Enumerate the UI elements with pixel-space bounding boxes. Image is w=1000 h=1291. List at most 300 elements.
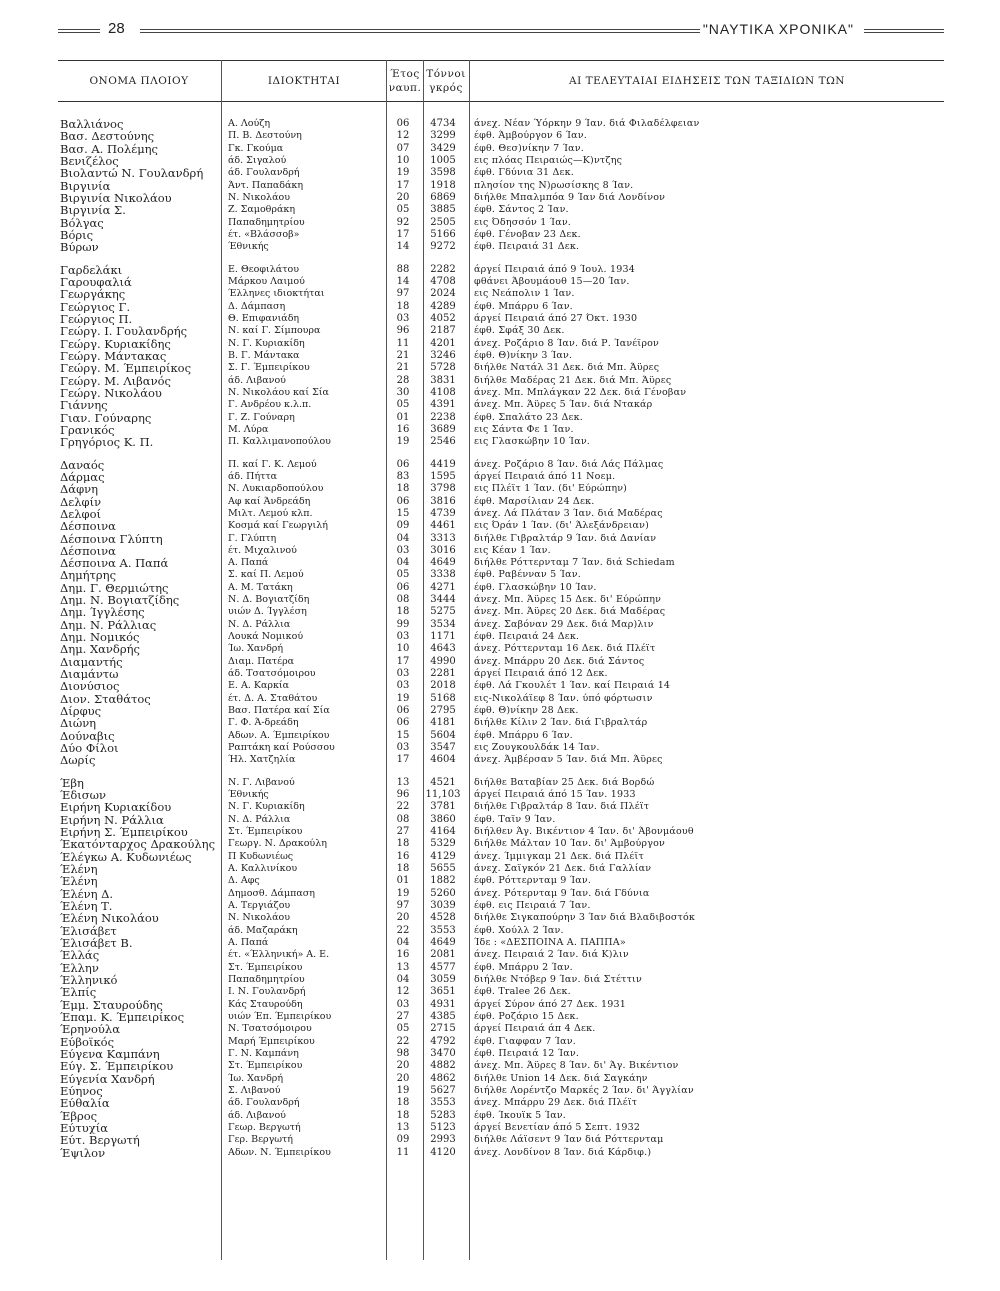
table-row xyxy=(58,424,944,436)
table-row xyxy=(58,742,944,754)
cell-tons: 3547 xyxy=(430,742,456,754)
cell-year: 19 xyxy=(396,692,410,704)
cell-tons: 5627 xyxy=(430,1084,456,1096)
table-row xyxy=(58,1036,944,1048)
cell-year: 04 xyxy=(396,937,410,948)
table-row xyxy=(58,569,944,581)
cell-ship: Βασ. Α. Πολέμης xyxy=(60,142,158,155)
cell-tons: 4289 xyxy=(430,300,456,312)
cell-year: 19 xyxy=(396,436,410,448)
cell-owner: άδ. Μαζαράκη xyxy=(228,924,298,936)
cell-ship: Έδισων xyxy=(60,789,106,802)
cell-year: 08 xyxy=(396,813,410,825)
table-row xyxy=(58,362,944,374)
cell-ship: Έλισάβετ Β. xyxy=(60,937,133,950)
cell-ship: Έλένη Νικολάου xyxy=(60,912,159,925)
cell-tons: 1005 xyxy=(430,154,456,166)
cell-ship: Έλλην xyxy=(60,961,99,974)
cell-year: 21 xyxy=(396,349,410,361)
table-row xyxy=(58,631,944,643)
cell-ship: Έψιλον xyxy=(60,1146,106,1159)
table-row xyxy=(58,167,944,179)
cell-news: έφθ. Γλασκώβην 10 Ίαν. xyxy=(474,581,597,593)
publication-title: "ΝΑΥΤΙΚΑ ΧΡΟΝΙΚΑ" xyxy=(702,21,854,37)
page-number: 28 xyxy=(108,20,125,37)
cell-owner: Αδων. Ν. Έμπειρίκου xyxy=(228,1146,331,1158)
table-row xyxy=(58,192,944,204)
cell-year: 19 xyxy=(396,167,410,179)
cell-news: έφθ. Μπάρρυ 6 Ίαν. xyxy=(474,300,573,312)
table-row xyxy=(58,680,944,692)
table-row xyxy=(58,999,944,1011)
cell-ship: Γεωργάκης xyxy=(60,288,126,301)
cell-owner: Διαμ. Πατέρα xyxy=(228,655,295,667)
table-row xyxy=(58,643,944,655)
ship-letter-group xyxy=(58,777,944,1159)
cell-news: διήλθε Union 14 Δεκ. διά Σαγκάην xyxy=(474,1072,648,1084)
cell-ship: Έβη xyxy=(60,776,84,790)
cell-owner: Ίω. Χανδρή xyxy=(228,1072,284,1084)
cell-ship: Δέσποινα Α. Παπά xyxy=(60,557,169,570)
table-row xyxy=(58,949,944,961)
cell-owner: Δ. Δάμπαση xyxy=(228,300,286,312)
cell-ship: Εύγ. Σ. Έμπειρίκου xyxy=(60,1060,174,1073)
cell-owner: έτ. «Έλληνική» Α. Ε. xyxy=(228,949,330,961)
cell-ship: Δάφνη xyxy=(60,483,99,496)
cell-year: 20 xyxy=(396,1060,410,1072)
column-header-year: Έτος ναυπ. xyxy=(388,68,422,94)
cell-owner: Ν. Δ. Βογιατζίδη xyxy=(228,594,310,606)
cell-news: έφθ. Μαρσίλιαν 24 Δεκ. xyxy=(474,495,595,507)
cell-news: εις Γλασκώβην 10 Ίαν. xyxy=(474,436,591,448)
table-row xyxy=(58,619,944,631)
cell-news: άνεχ. Σαβόναν 29 Δεκ. διά Μαρ)λιν xyxy=(474,618,654,630)
table-row xyxy=(58,436,944,448)
cell-news: έφθ. Μπάρρυ 2 Ίαν. xyxy=(474,961,573,973)
cell-owner: Μαρή Έμπειρίκου xyxy=(228,1035,315,1047)
table-row xyxy=(58,1110,944,1122)
cell-ship: Γιαν. Γούναρης xyxy=(60,411,152,424)
cell-tons: 3798 xyxy=(430,483,456,495)
ship-table-body xyxy=(58,118,944,1169)
table-row xyxy=(58,508,944,520)
cell-tons: 3781 xyxy=(430,801,456,813)
cell-year: 06 xyxy=(396,458,410,470)
cell-owner: Σ. Λιβανού xyxy=(228,1084,281,1096)
cell-tons: 2018 xyxy=(430,680,456,692)
cell-news: άνεχ. Λά Πλάταν 3 Ίαν. διά Μαδέρας xyxy=(474,507,663,519)
table-row xyxy=(58,412,944,424)
cell-ship: Δημ. Χανδρής xyxy=(60,643,140,656)
cell-tons: 3470 xyxy=(430,1047,456,1059)
cell-tons: 3299 xyxy=(430,130,456,142)
cell-tons: 3598 xyxy=(430,167,456,179)
cell-news: άνεχ. Νέαν Ύόρκην 9 Ίαν. διά Φιλαδέλφειαν xyxy=(474,118,700,129)
cell-owner: Άντ. Παπαδάκη xyxy=(228,179,304,191)
cell-news: εις Ζουγκουλδάκ 14 Ίαν. xyxy=(474,742,600,754)
table-row xyxy=(58,545,944,557)
table-row xyxy=(58,496,944,508)
cell-ship: Εύγενία Χανδρή xyxy=(60,1072,155,1085)
table-row xyxy=(58,288,944,300)
cell-owner: Α. Καλλινίκου xyxy=(228,863,298,875)
cell-news: έφθ. Σφάξ 30 Δεκ. xyxy=(474,325,565,337)
cell-owner: Π. Β. Δεστούνη xyxy=(228,130,302,142)
column-header-tons: Τόννοι γκρός xyxy=(426,68,466,94)
cell-tons: 3246 xyxy=(430,349,456,361)
cell-year: 06 xyxy=(396,495,410,507)
cell-owner: Π. καί Γ. Κ. Λεμού xyxy=(228,458,317,470)
column-header-news: ΑΙ ΤΕΛΕΥΤΑΙΑΙ ΕΙΔΗΣΕΙΣ ΤΩΝ ΤΑΞΙΔΙΩΝ ΤΩΝ xyxy=(569,75,845,87)
cell-year: 30 xyxy=(396,386,410,398)
cell-year: 92 xyxy=(396,216,410,228)
cell-year: 03 xyxy=(396,312,410,324)
cell-owner: Ν. Νικολάου xyxy=(228,912,290,924)
cell-year: 14 xyxy=(396,241,410,253)
cell-ship: Βύρων xyxy=(60,241,99,254)
table-row xyxy=(58,313,944,325)
cell-tons: 6869 xyxy=(430,191,456,203)
cell-news: άνεχ. Άμβέρσαν 5 Ίαν. διά Μπ. Άϋρες xyxy=(474,754,663,766)
cell-ship: Βενιζέλος xyxy=(60,154,119,168)
cell-tons: 5260 xyxy=(430,887,456,899)
table-row xyxy=(58,717,944,729)
cell-year: 17 xyxy=(396,228,410,240)
cell-news: έφθ. Θ)νίκην 3 Ίαν. xyxy=(474,349,573,361)
cell-year: 27 xyxy=(396,826,410,838)
cell-ship: Γεώργιος Γ. xyxy=(60,300,131,313)
cell-news: άνεχ. Μπ. Άϋρες 5 Ίαν. διά Ντακάρ xyxy=(474,399,653,411)
table-row xyxy=(58,229,944,241)
cell-ship: Γεώργιος Π. xyxy=(60,312,133,326)
cell-ship: Έλπίς xyxy=(60,986,97,999)
table-row xyxy=(58,1134,944,1146)
cell-owner: Ζ. Σαμοθράκη xyxy=(228,204,296,216)
cell-news: έφθ. Ρόττερνταμ 9 Ίαν. xyxy=(474,875,592,887)
table-row xyxy=(58,1122,944,1134)
cell-tons: 4528 xyxy=(430,912,456,924)
table-row xyxy=(58,900,944,912)
cell-year: 13 xyxy=(396,961,410,973)
table-row xyxy=(58,118,944,130)
cell-tons: 5168 xyxy=(430,692,456,704)
table-row xyxy=(58,838,944,850)
cell-tons: 4734 xyxy=(430,118,456,129)
table-row xyxy=(58,557,944,569)
table-row xyxy=(58,483,944,495)
cell-ship: Βιργινία Νικολάου xyxy=(60,191,172,205)
cell-year: 05 xyxy=(396,1023,410,1035)
cell-owner: έτ. Δ. Α. Σταθάτου xyxy=(228,692,318,704)
table-row xyxy=(58,155,944,167)
table-row xyxy=(58,1060,944,1072)
cell-year: 16 xyxy=(396,423,410,435)
cell-ship: Δάρμας xyxy=(60,470,105,484)
cell-ship: Δελφίν xyxy=(60,495,102,508)
cell-tons: 1918 xyxy=(430,179,456,191)
cell-ship: Ειρήνη Κυριακίδου xyxy=(60,801,172,814)
cell-ship: Έρηνούλα xyxy=(60,1023,120,1036)
cell-owner: Στ. Έμπειρίκου xyxy=(228,961,303,973)
cell-year: 27 xyxy=(396,1010,410,1022)
cell-owner: Αφ καί Άνδρεάδη xyxy=(228,495,311,507)
cell-news: διήλθε Μαδέρας 21 Δεκ. διά Μπ. Άϋρες xyxy=(474,374,672,386)
cell-tons: 3831 xyxy=(430,374,456,386)
cell-year: 97 xyxy=(396,288,410,300)
cell-tons: 9272 xyxy=(430,241,456,253)
cell-news: άργεί Πειραιά άπό 12 Δεκ. xyxy=(474,668,608,680)
cell-ship: Δημ. Νομικός xyxy=(60,631,140,644)
cell-news: Ίδε : «ΔΕΣΠΟΙΝΑ Α. ΠΑΠΠΑ» xyxy=(474,937,626,948)
cell-tons: 5655 xyxy=(430,863,456,875)
ship-letter-group xyxy=(58,459,944,767)
table-row xyxy=(58,730,944,742)
cell-year: 16 xyxy=(396,850,410,862)
cell-owner: Έλληνες ιδιοκτήται xyxy=(228,288,325,300)
cell-year: 98 xyxy=(396,1047,410,1059)
cell-owner: Ι. Ν. Γουλανδρή xyxy=(228,986,306,998)
cell-year: 05 xyxy=(396,569,410,581)
cell-ship: Διον. Σταθάτος xyxy=(60,692,151,706)
cell-news: διήλθε Λορέντζο Μαρκές 2 Ίαν. δι' Άγγλίαν xyxy=(474,1084,694,1096)
table-row xyxy=(58,888,944,900)
cell-year: 06 xyxy=(396,581,410,593)
cell-owner: Θ. Επιφανιάδη xyxy=(228,312,300,324)
cell-owner: Δ. Αφς xyxy=(228,875,260,887)
cell-news: εις Κέαν 1 Ίαν. xyxy=(474,544,551,556)
cell-news: έφθ. Ροζάριο 15 Δεκ. xyxy=(474,1010,579,1022)
table-row xyxy=(58,912,944,924)
table-row xyxy=(58,1048,944,1060)
cell-news: διήλθε Γιβραλτάρ 9 Ίαν. διά Δανίαν xyxy=(474,532,657,544)
cell-year: 28 xyxy=(396,374,410,386)
cell-tons: 3429 xyxy=(430,142,456,154)
cell-tons: 3313 xyxy=(430,532,456,544)
table-row xyxy=(58,594,944,606)
cell-news: φθάνει Άβουμάουθ 15—20 Ίαν. xyxy=(474,275,630,287)
cell-news: άνεχ. Ροζάριο 8 Ίαν. διά Ρ. Ίανέϊρον xyxy=(474,337,660,349)
cell-owner: Αδων. Α. Έμπειρίκου xyxy=(228,729,330,741)
cell-ship: Έλληνικό xyxy=(60,973,118,987)
cell-news: έφθ. Άμβούργον 6 Ίαν. xyxy=(474,130,587,142)
cell-tons: 3860 xyxy=(430,813,456,825)
table-row xyxy=(58,826,944,838)
cell-news: εις Όδησσόν 1 Ίαν. xyxy=(474,216,572,228)
cell-owner: Ε. Θεοφιλάτου xyxy=(228,263,299,275)
cell-owner: άδ. Τσατσόμοιρου xyxy=(228,668,316,680)
cell-tons: 3689 xyxy=(430,423,456,435)
cell-owner: Ν. Γ. Κυριακίδη xyxy=(228,337,305,349)
table-row xyxy=(58,325,944,337)
cell-year: 18 xyxy=(396,863,410,875)
cell-tons: 4201 xyxy=(430,337,456,349)
cell-year: 03 xyxy=(396,680,410,692)
cell-owner: Γ. Ζ. Γούναρη xyxy=(228,411,295,423)
cell-year: 12 xyxy=(396,986,410,998)
cell-year: 04 xyxy=(396,557,410,569)
cell-news: έφθ. Θεσ)νίκην 7 Ίαν. xyxy=(474,142,584,154)
cell-year: 22 xyxy=(396,1035,410,1047)
cell-year: 97 xyxy=(396,900,410,912)
table-row xyxy=(58,814,944,826)
cell-ship: Γεώργ. Μ. Έμπειρίκος xyxy=(60,362,192,375)
cell-news: διήλθε Κίλιν 2 Ίαν. διά Γιβραλτάρ xyxy=(474,717,648,729)
cell-year: 20 xyxy=(396,191,410,203)
cell-year: 18 xyxy=(396,1097,410,1109)
cell-ship: Δίρφυς xyxy=(60,705,102,718)
table-row xyxy=(58,387,944,399)
cell-owner: Ν. Δ. Ράλλια xyxy=(228,618,291,630)
table-header xyxy=(58,60,944,102)
table-row xyxy=(58,1147,944,1159)
cell-owner: άδ. Λιβανού xyxy=(228,374,286,386)
cell-tons: 2715 xyxy=(430,1023,456,1035)
table-row xyxy=(58,217,944,229)
cell-tons: 4577 xyxy=(430,961,456,973)
cell-owner: Σ. καί Π. Λεμού xyxy=(228,569,304,581)
cell-news: διήλθε Ρόττερνταμ 7 Ίαν. διά Schiedam xyxy=(474,557,675,569)
cell-news: διήλθε Βαταβίαν 25 Δεκ. διά Βορδώ xyxy=(474,776,655,788)
cell-news: διήλθεν Άγ. Βικέντιον 4 Ίαν. δι' Άβονμάουθ xyxy=(474,826,694,838)
cell-owner: Α. Μ. Τατάκη xyxy=(228,581,293,593)
cell-year: 96 xyxy=(396,325,410,337)
cell-tons: 4385 xyxy=(430,1010,456,1022)
cell-news: έφθ. Γένοβαν 23 Δεκ. xyxy=(474,228,581,240)
table-row xyxy=(58,705,944,717)
ship-letter-group xyxy=(58,118,944,254)
cell-year: 18 xyxy=(396,483,410,495)
cell-year: 03 xyxy=(396,668,410,680)
cell-owner: Μιλτ. Λεμού κλπ. xyxy=(228,507,313,519)
cell-tons: 4419 xyxy=(430,458,456,470)
cell-news: εις Πλέϊτ 1 Ίαν. (δι' Εύρώπην) xyxy=(474,483,628,495)
cell-ship: Γεώργ. Κυριακίδης xyxy=(60,337,171,350)
cell-owner: Γ. Φ. Ά-δρεάδη xyxy=(228,717,299,729)
cell-tons: 4708 xyxy=(430,275,456,287)
table-row xyxy=(58,606,944,618)
cell-ship: Ειρήνη Ν. Ράλλια xyxy=(60,813,164,827)
cell-ship: Δέσποινα xyxy=(60,544,116,558)
cell-tons: 5166 xyxy=(430,228,456,240)
cell-year: 18 xyxy=(396,838,410,850)
table-row xyxy=(58,1097,944,1109)
cell-owner: άδ. Γουλανδρή xyxy=(228,1097,300,1109)
cell-tons: 4649 xyxy=(430,937,456,948)
cell-owner: Παπαδημητρίου xyxy=(228,216,305,228)
cell-tons: 5728 xyxy=(430,362,456,374)
cell-news: άργεί Πειραιά άπ 4 Δεκ. xyxy=(474,1023,596,1035)
cell-tons: 4649 xyxy=(430,557,456,569)
cell-owner: Μ. Λύρα xyxy=(228,423,269,435)
cell-news: άνεχ. Ρόττερνταμ 16 Δεκ. διά Πλέϊτ xyxy=(474,643,656,655)
cell-year: 04 xyxy=(396,973,410,985)
cell-news: έφθ. Θ)νίκην 28 Δεκ. xyxy=(474,705,579,717)
cell-news: έφθ. Πειραιά 24 Δεκ. xyxy=(474,631,580,643)
cell-owner: Ραπτάκη καί Ρούσσου xyxy=(228,742,335,754)
cell-owner: Κοσμά καί Γεωργιλή xyxy=(228,520,328,532)
cell-owner: Ν. Νικολάου καί Σία xyxy=(228,386,329,398)
cell-news: έφθ. Μπάρρυ 6 Ίαν. xyxy=(474,729,573,741)
cell-news: έφθ. Πειραιά 31 Δεκ. xyxy=(474,241,580,253)
cell-news: άνεχ. Μπ. Άϋρες 20 Δεκ. διά Μαδέρας xyxy=(474,606,666,618)
cell-owner: Ν. Γ. Λιβανού xyxy=(228,776,295,788)
table-row xyxy=(58,459,944,471)
cell-owner: άδ. Σιγαλού xyxy=(228,154,287,166)
cell-tons: 1882 xyxy=(430,875,456,887)
cell-year: 03 xyxy=(396,631,410,643)
table-row xyxy=(58,974,944,986)
table-row xyxy=(58,937,944,949)
cell-news: άνεχ. Σαϊγκόν 21 Δεκ. διά Γαλλίαν xyxy=(474,863,652,875)
cell-ship: Δέσποινα Γλύπτη xyxy=(60,532,163,545)
cell-news: έφθ. εις Πειραιά 7 Ίαν. xyxy=(474,900,591,912)
table-row xyxy=(58,375,944,387)
cell-owner: Ίω. Χανδρή xyxy=(228,643,284,655)
cell-year: 06 xyxy=(396,705,410,717)
cell-tons: 2024 xyxy=(430,288,456,300)
cell-news: εις πλόας Πειραιώς—Κ)ντζης xyxy=(474,154,623,166)
cell-year: 11 xyxy=(396,337,410,349)
cell-owner: άδ. Λιβανού xyxy=(228,1109,286,1121)
cell-ship: Γαρουφαλιά xyxy=(60,275,132,289)
header-rule-left xyxy=(58,29,100,33)
cell-news: άργεί Πειραιά άπό 9 Ίουλ. 1934 xyxy=(474,263,635,275)
cell-tons: 4521 xyxy=(430,776,456,788)
cell-ship: Δημ. Ίγγλέσης xyxy=(60,606,145,619)
cell-owner: Π Κυδωνιέως xyxy=(228,850,294,862)
cell-ship: Διαμάντω xyxy=(60,668,119,681)
cell-tons: 3816 xyxy=(430,495,456,507)
cell-year: 88 xyxy=(396,263,410,275)
cell-year: 99 xyxy=(396,618,410,630)
cell-tons: 4164 xyxy=(430,826,456,838)
cell-year: 11 xyxy=(396,1146,410,1158)
cell-tons: 4129 xyxy=(430,850,456,862)
cell-owner: Στ. Έμπειρίκου xyxy=(228,1060,303,1072)
cell-news: άνεχ. Ρότερνταμ 9 Ίαν. διά Γδύνια xyxy=(474,887,650,899)
cell-news: άνεχ. Λονδίνον 8 Ίαν. διά Κάρδιφ.) xyxy=(474,1146,652,1158)
cell-owner: Ν. Λυκιαρδοπούλου xyxy=(228,483,324,495)
cell-year: 18 xyxy=(396,300,410,312)
cell-news: έφθ. Πειραιά 12 Ίαν. xyxy=(474,1047,580,1059)
cell-news: άνεχ. Ίμμιγκαμ 21 Δεκ. διά Πλέϊτ xyxy=(474,850,644,862)
cell-ship: Δημ. Γ. Θερμιώτης xyxy=(60,581,169,595)
cell-ship: Δαναός xyxy=(60,458,105,471)
page-header xyxy=(58,20,944,42)
cell-tons: 11,103 xyxy=(425,789,461,801)
cell-tons: 4739 xyxy=(430,507,456,519)
cell-ship: Έμμ. Σταυρούδης xyxy=(60,998,163,1011)
cell-year: 13 xyxy=(396,776,410,788)
cell-year: 04 xyxy=(396,532,410,544)
cell-news: άνεχ. Μπάρρυ 29 Δεκ. διά Πλέϊτ xyxy=(474,1097,638,1109)
cell-news: έφθ. Λά Γκουλέτ 1 Ίαν. καί Πειραιά 14 xyxy=(474,680,671,692)
cell-ship: Βιολαντώ Ν. Γουλανδρή xyxy=(60,167,204,180)
cell-news: έφθ. Ίκουϊκ 5 Ίαν. xyxy=(474,1109,566,1121)
table-row xyxy=(58,399,944,411)
cell-tons: 3885 xyxy=(430,204,456,216)
cell-owner: Στ. Έμπειρίκου xyxy=(228,826,303,838)
column-header-owner: ΙΔΙΟΚΤΗΤΑΙ xyxy=(267,75,341,87)
cell-news: άνεχ. Μπ. Μπλάγκαν 22 Δεκ. διά Γένοβαν xyxy=(474,386,687,398)
table-row xyxy=(58,264,944,276)
cell-ship: Εύγενα Καμπάνη xyxy=(60,1047,160,1061)
cell-year: 19 xyxy=(396,887,410,899)
cell-year: 09 xyxy=(396,520,410,532)
table-row xyxy=(58,851,944,863)
cell-tons: 5275 xyxy=(430,606,456,618)
cell-owner: Λουκά Νομικού xyxy=(228,631,304,643)
